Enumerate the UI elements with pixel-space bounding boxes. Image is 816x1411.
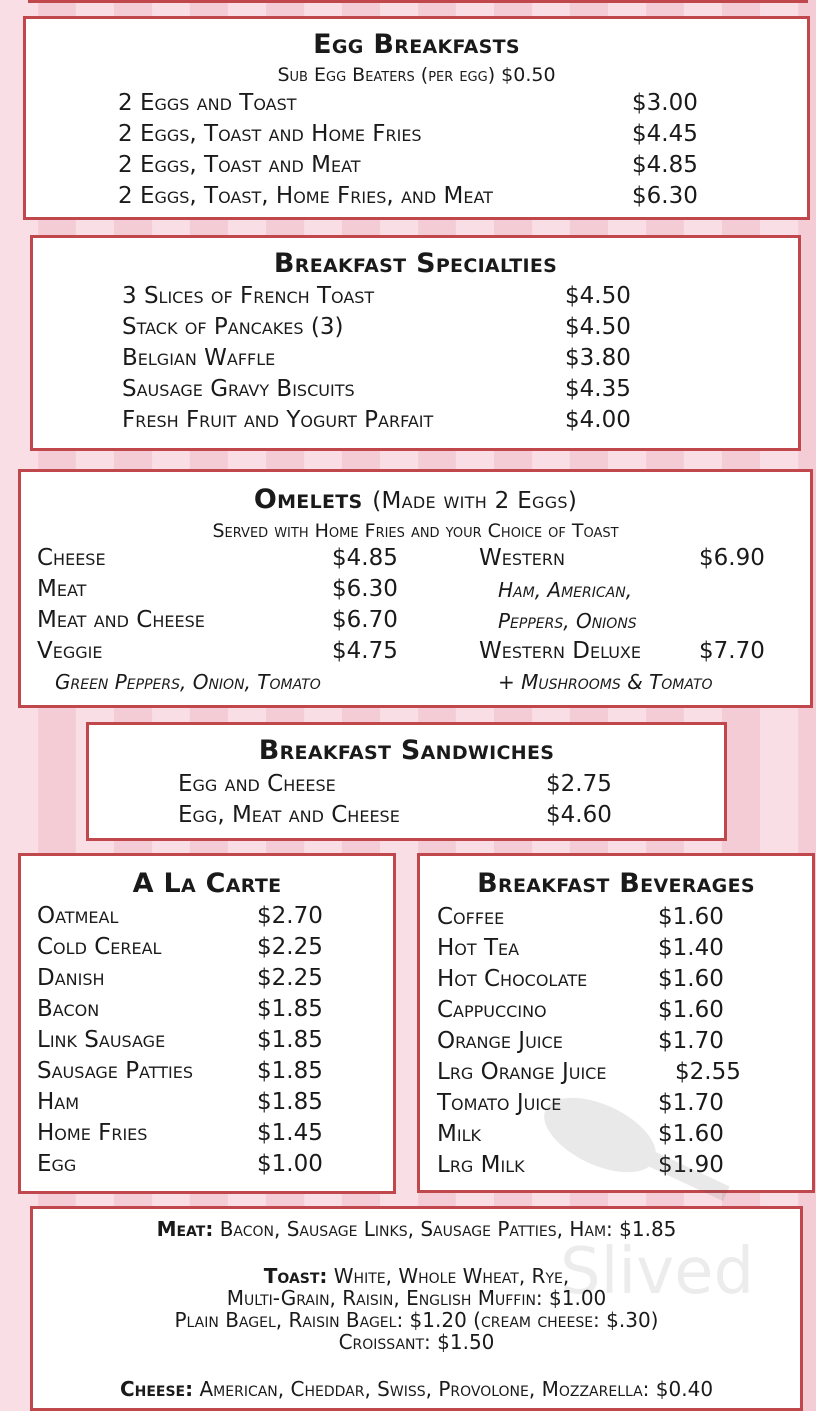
omelets-title: Omelets [253,484,363,515]
menu-item-price: $4.50 [565,283,631,309]
egg-beaters-note: Sub Egg Beaters (per egg) $0.50 [277,64,556,86]
watermark-text: Slived [560,1235,755,1309]
menu-item-name: Stack of Pancakes (3) [122,314,344,340]
omelets-title-note: (Made with 2 Eggs) [372,488,578,514]
menu-item-name: Hot Chocolate [437,966,588,992]
menu-item-price: $4.60 [546,802,612,828]
menu-item-price: $2.25 [257,965,323,991]
menu-item-price: $1.85 [257,1089,323,1115]
deluxe-ingredients: + Mushrooms & Tomato [498,670,713,694]
a-la-carte-section [18,853,396,1194]
menu-item-price: $2.55 [675,1059,741,1085]
menu-item-name: Belgian Waffle [122,345,276,371]
toast-text: White, Whole Wheat, Rye, [333,1264,570,1288]
toast-options-line: Multi-Grain, Raisin, English Muffin: $1.00 [226,1286,607,1310]
menu-item-price: $1.60 [658,1121,724,1147]
menu-item-price: $4.75 [332,638,398,664]
breakfast-beverages-section [417,853,815,1193]
menu-item-price: $1.60 [658,904,724,930]
menu-item-name: 2 Eggs and Toast [118,90,297,116]
menu-item-name: Bacon [37,996,100,1022]
menu-item-name: 2 Eggs, Toast, Home Fries, and Meat [118,183,493,209]
cheese-options [33,1377,800,1401]
menu-item-name: Meat and Cheese [37,607,205,633]
meat-text: Bacon, Sausage Links, Sausage Patties, Ham: $1.85 [219,1217,677,1241]
menu-item-price: $2.75 [546,771,612,797]
menu-item-name: Lrg Milk [437,1152,525,1178]
toast-options-line: Croissant: $1.50 [338,1330,495,1354]
meat-label: Meat: [156,1217,214,1241]
menu-item-name: Meat [37,576,87,602]
menu-item-name: Fresh Fruit and Yogurt Parfait [122,407,434,433]
menu-item-price: $2.25 [257,934,323,960]
toast-label: Toast: [263,1264,328,1288]
breakfast-specialties-title: Breakfast Specialties [273,248,558,279]
menu-item-price: $1.60 [658,997,724,1023]
menu-item-price: $4.50 [565,314,631,340]
menu-item-name: Tomato Juice [437,1090,562,1116]
menu-item-name: Lrg Orange Juice [437,1059,607,1085]
menu-item-price: $1.45 [257,1120,323,1146]
menu-item-price: $1.85 [257,1058,323,1084]
toast-options-line: Plain Bagel, Raisin Bagel: $1.20 (cream cheese: $.30) [174,1308,659,1332]
menu-item-name: Sausage Patties [37,1058,194,1084]
menu-item-name: Home Fries [37,1120,148,1146]
menu-item-price: $4.35 [565,376,631,402]
breakfast-beverages-title: Breakfast Beverages [477,868,755,899]
menu-item-name: Coffee [437,904,505,930]
menu-item-price: $4.85 [632,152,698,178]
menu-item-name: Hot Tea [437,935,520,961]
menu-item-name: Cold Cereal [37,934,162,960]
menu-item-name: Egg and Cheese [178,771,336,797]
cheese-text: American, Cheddar, Swiss, Provolone, Mozzarella: $0.40 [199,1377,714,1401]
western-ingredients: Ham, American, [498,578,633,602]
breakfast-specialties-section [30,235,801,451]
menu-item-price: $1.60 [658,966,724,992]
menu-item-price: $4.00 [565,407,631,433]
menu-item-price: $1.90 [658,1152,724,1178]
menu-item-price: $4.85 [332,545,398,571]
menu-item-name: Western Deluxe [479,638,642,664]
menu-item-name: Egg [37,1151,77,1177]
menu-item-price: $6.30 [332,576,398,602]
menu-item-name: Orange Juice [437,1028,563,1054]
cheese-label: Cheese: [119,1377,194,1401]
menu-item-price: $1.85 [257,1027,323,1053]
menu-item-price: $3.00 [632,90,698,116]
menu-item-price: $6.70 [332,607,398,633]
menu-item-name: 2 Eggs, Toast and Meat [118,152,361,178]
breakfast-sandwiches-title: Breakfast Sandwiches [258,735,555,766]
omelets-title-line [21,484,810,515]
menu-item-name: Ham [37,1089,80,1115]
menu-item-name: Cappuccino [437,997,547,1023]
egg-breakfasts-title: Egg Breakfasts [313,29,520,60]
top-box-edge [28,0,808,3]
menu-item-price: $4.45 [632,121,698,147]
menu-item-price: $1.00 [257,1151,323,1177]
menu-item-name: 3 Slices of French Toast [122,283,375,309]
a-la-carte-title: A La Carte [132,868,282,899]
menu-item-name: Cheese [37,545,106,571]
menu-item-price: $1.70 [658,1028,724,1054]
menu-item-name: Link Sausage [37,1027,166,1053]
menu-item-price: $3.80 [565,345,631,371]
menu-item-name: 2 Eggs, Toast and Home Fries [118,121,422,147]
menu-item-price: $1.40 [658,935,724,961]
menu-item-price: $6.90 [699,545,765,571]
menu-item-name: Oatmeal [37,903,119,929]
menu-item-price: $6.30 [632,183,698,209]
egg-breakfasts-section [23,16,810,220]
menu-item-name: Western [479,545,565,571]
menu-item-name: Danish [37,965,105,991]
menu-item-price: $1.70 [658,1090,724,1116]
omelets-served-with: Served with Home Fries and your Choice of Toast [212,520,619,542]
veggie-ingredients: Green Peppers, Onion, Tomato [55,670,321,694]
menu-item-price: $2.70 [257,903,323,929]
menu-item-name: Milk [437,1121,481,1147]
breakfast-sandwiches-section [86,722,727,841]
menu-item-price: $1.85 [257,996,323,1022]
omelets-section [18,469,813,708]
western-ingredients: Peppers, Onions [498,609,637,633]
menu-item-name: Veggie [37,638,103,664]
menu-item-name: Egg, Meat and Cheese [178,802,400,828]
menu-item-name: Sausage Gravy Biscuits [122,376,355,402]
menu-item-price: $7.70 [699,638,765,664]
